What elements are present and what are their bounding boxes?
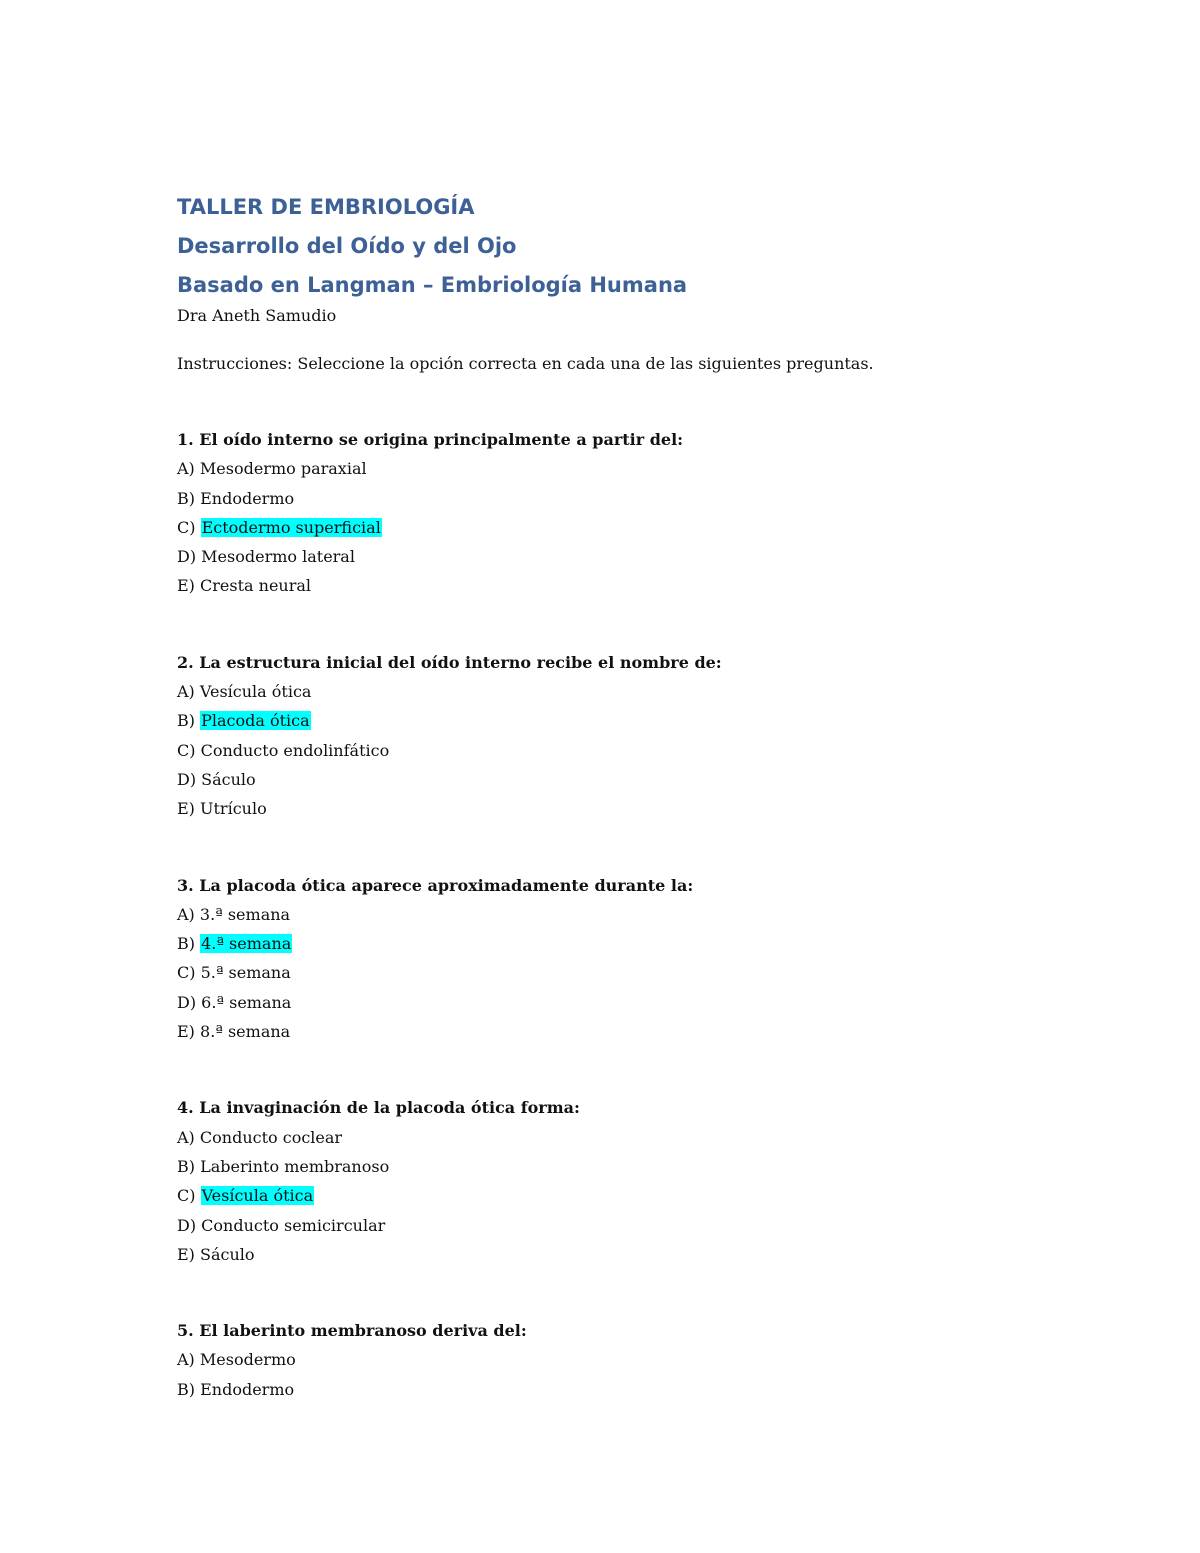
option-letter: D) [177, 769, 202, 789]
answer-option [177, 1211, 1077, 1240]
answer-option [177, 1345, 1077, 1374]
answer-option [177, 1240, 1077, 1269]
question-list [177, 425, 1077, 1404]
answer-option [177, 929, 1077, 958]
option-letter: D) [177, 992, 202, 1012]
option-letter: B) [177, 488, 201, 508]
answer-option [177, 988, 1077, 1017]
answer-option [177, 484, 1077, 513]
question-block [177, 1093, 1077, 1269]
option-letter: E) [177, 1022, 201, 1042]
question-text: 4. La invaginación de la placoda ótica forma: [177, 1098, 580, 1118]
correct-answer-highlight: Placoda ótica [201, 711, 310, 731]
option-letter: B) [177, 711, 201, 731]
option-letter: A) [177, 1127, 200, 1147]
correct-answer-highlight: 4.ª semana [201, 934, 292, 954]
page-content [177, 190, 1077, 1451]
option-letter: C) [177, 740, 201, 760]
answer-option [177, 1152, 1077, 1181]
option-letter: C) [177, 1186, 201, 1206]
option-letter: C) [177, 517, 201, 537]
question-block [177, 1316, 1077, 1404]
option-letter: A) [177, 904, 200, 924]
option-label: Conducto semicircular [201, 1215, 386, 1235]
option-label: Mesodermo paraxial [199, 459, 367, 479]
answer-option [177, 542, 1077, 571]
correct-answer-highlight: Ectodermo superficial [201, 517, 381, 537]
question-text: 3. La placoda ótica aparece aproximadamente durante la: [177, 875, 694, 895]
option-label: Cresta neural [200, 576, 312, 596]
option-label: Endodermo [200, 1379, 295, 1399]
question-block [177, 648, 1077, 824]
option-label: 3.ª semana [199, 904, 291, 924]
option-letter: A) [177, 1350, 200, 1370]
document-subtitle: Desarrollo del Oído y del Ojo [177, 234, 517, 258]
option-label: 6.ª semana [201, 992, 292, 1012]
document-author: Dra Aneth Samudio [177, 306, 337, 325]
question-block [177, 425, 1077, 601]
correct-answer-highlight: Vesícula ótica [201, 1186, 314, 1206]
option-letter: B) [177, 1379, 201, 1399]
option-label: Sáculo [201, 769, 256, 789]
answer-option [177, 794, 1077, 823]
option-letter: A) [177, 459, 200, 479]
answer-option [177, 571, 1077, 600]
instructions-text: Instrucciones: Seleccione la opción correcta en cada una de las siguientes preguntas. [177, 354, 874, 373]
option-letter: E) [177, 799, 201, 819]
option-label: Vesícula ótica [199, 682, 312, 702]
answer-option [177, 765, 1077, 794]
answer-option [177, 736, 1077, 765]
option-letter: C) [177, 963, 201, 983]
answer-option [177, 958, 1077, 987]
option-label: 8.ª semana [200, 1022, 291, 1042]
answer-option [177, 1123, 1077, 1152]
answer-option [177, 706, 1077, 735]
option-letter: B) [177, 1156, 201, 1176]
option-label: Laberinto membranoso [200, 1156, 390, 1176]
option-label: Mesodermo lateral [201, 547, 355, 567]
document-title: TALLER DE EMBRIOLOGÍA [177, 195, 475, 219]
option-label: Mesodermo [199, 1350, 296, 1370]
answer-option [177, 454, 1077, 483]
option-letter: D) [177, 547, 202, 567]
answer-option [177, 900, 1077, 929]
option-label: Conducto endolinfático [200, 740, 390, 760]
option-letter: D) [177, 1215, 202, 1235]
option-letter: E) [177, 1244, 201, 1264]
answer-option [177, 1017, 1077, 1046]
answer-option [177, 1181, 1077, 1210]
option-label: Utrículo [200, 799, 267, 819]
option-label: Conducto coclear [199, 1127, 343, 1147]
answer-option [177, 1375, 1077, 1404]
question-text: 2. La estructura inicial del oído interno recibe el nombre de: [177, 652, 722, 672]
option-label: Sáculo [200, 1244, 255, 1264]
question-block [177, 871, 1077, 1047]
document-source: Basado en Langman – Embriología Humana [177, 273, 688, 297]
option-label: Endodermo [200, 488, 295, 508]
question-text: 1. El oído interno se origina principalmente a partir del: [177, 430, 684, 449]
option-letter: A) [177, 682, 200, 702]
answer-option [177, 677, 1077, 706]
option-letter: B) [177, 934, 201, 954]
question-text: 5. El laberinto membranoso deriva del: [177, 1321, 527, 1341]
answer-option [177, 513, 1077, 542]
option-letter: E) [177, 576, 201, 596]
option-label: 5.ª semana [200, 963, 291, 983]
